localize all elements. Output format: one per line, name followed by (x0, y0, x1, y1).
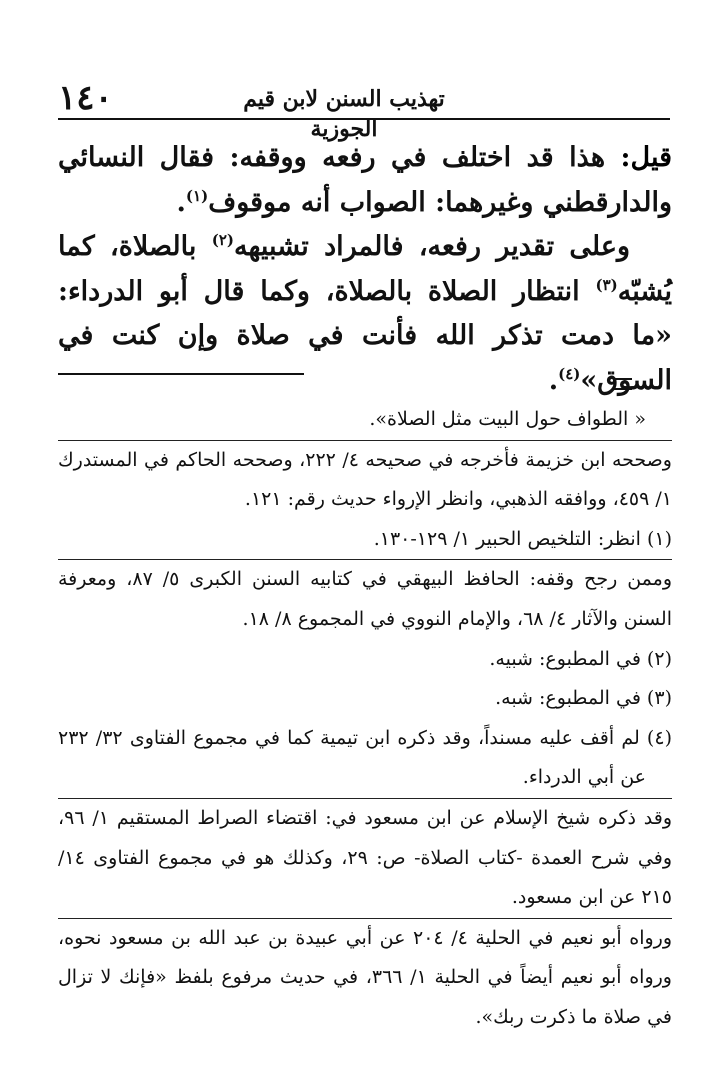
paragraph-2-text-b: بالصلاة، كما يُشبّه (58, 231, 672, 307)
footnote-continuation-quote: « الطواف حول البيت مثل الصلاة». (369, 408, 646, 430)
footnote-continuation-text: وصححه ابن خزيمة فأخرجه في صحيحه ٤/ ٢٢٢، وصححه الحاكم في المستدرك ١/ ٤٥٩، ووافقه الذهبي، وانظر الإرواء حديث رقم: ١٢١. (58, 440, 672, 520)
footnote-2: (٢) في المطبوع: شبيه. (489, 647, 672, 670)
paragraph-2 (58, 225, 672, 403)
page-number: ١٤٠ (58, 78, 113, 118)
main-text (58, 136, 672, 403)
footnote-4-note-a: وقد ذكره شيخ الإسلام عن ابن مسعود في: اقتضاء الصراط المستقيم ١/ ٩٦، وفي شرح العمدة -كتاب الصلاة- ص: ٢٩، وكذلك هو في مجموع الفتاوى ١٤/ ٢١٥ عن ابن مسعود. (58, 798, 672, 918)
footnote-4: (٤) لم أقف عليه مسنداً، وقد ذكره ابن تيمية كما في مجموع الفتاوى ٣٢/ ٢٣٢ عن أبي الدرداء. (58, 726, 672, 789)
paragraph-2-text-a: وعلى تقدير رفعه، فالمراد تشبيهه (233, 231, 631, 262)
footnote-1-note: وممن رجح وقفه: الحافظ البيهقي في كتابيه السنن الكبرى ٥/ ٨٧، ومعرفة السنن والآثار ٤/ ٦٨، والإمام النووي في المجموع ٨/ ١٨. (58, 559, 672, 639)
footnote-ref-3: (٣) (595, 275, 618, 294)
paragraph-2-text-d: . (548, 364, 559, 396)
paragraph-1-text-b: . (176, 186, 186, 218)
running-title: تهذيب السنن لابن قيم الجوزية (243, 86, 445, 142)
paragraph-1-text-a: هذا قد اختلف في رفعه ووقفه: فقال النسائي والدارقطني وغيرهما: الصواب أنه موقوف (58, 142, 672, 218)
paragraph-1 (58, 136, 672, 225)
footnote-ref-2: (٢) (211, 231, 234, 249)
footnote-ref-1: (١) (185, 186, 209, 205)
footnote-separator (58, 373, 304, 375)
footnote-ref-4: (٤) (558, 364, 581, 383)
paragraph-2-text-c: انتظار الصلاة بالصلاة، وكما قال أبو الدرداء: «ما دمت تذكر الله فأنت في صلاة وإن كنت في السوق» (58, 275, 672, 396)
footnotes (58, 400, 672, 1038)
continuation-mark (614, 378, 632, 390)
footnote-4-note-b: ورواه أبو نعيم في الحلية ٤/ ٢٠٤ عن أبي عبيدة بن عبد الله بن مسعود نحوه، ورواه أبو نعيم أيضاً في الحلية ١/ ٣٦٦، في حديث مرفوع بلفظ «فإنك لا تزال في صلاة ما ذكرت ربك». (58, 918, 672, 1038)
lead-word: قيل: (620, 142, 672, 173)
header-rule (58, 118, 670, 120)
footnote-3: (٣) في المطبوع: شبه. (495, 687, 672, 710)
footnote-1: (١) انظر: التلخيص الحبير ١/ ١٢٩-١٣٠. (373, 527, 672, 550)
